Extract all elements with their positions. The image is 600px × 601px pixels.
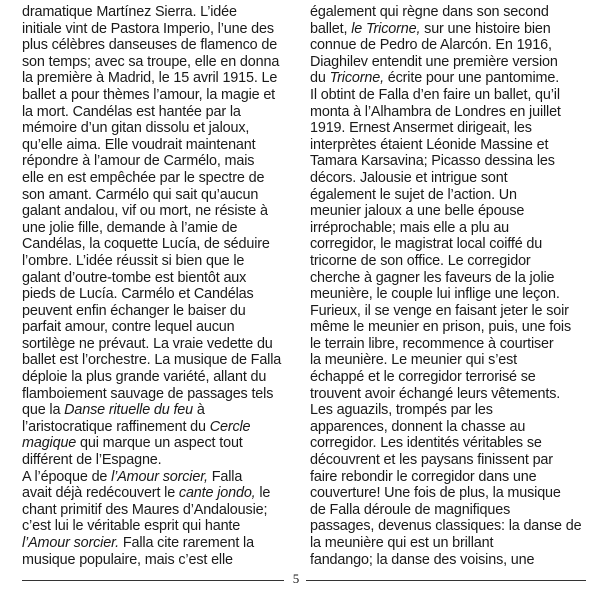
text-run: Falla cite rarement la bbox=[119, 535, 254, 551]
italic-title: le Tricorne, bbox=[351, 20, 421, 37]
page-number: 5 bbox=[288, 571, 304, 587]
text-run: la meunière qui est un brillant bbox=[310, 535, 494, 551]
text-line bbox=[22, 303, 290, 320]
text-line bbox=[22, 236, 290, 253]
text-line bbox=[22, 21, 290, 38]
text-run: Furieux, il se venge en faisant jeter le soir bbox=[310, 302, 569, 319]
text-line bbox=[22, 419, 290, 436]
text-line bbox=[310, 253, 586, 270]
text-run: Candélas, la coquette Lucía, de séduire bbox=[22, 236, 270, 253]
text-run: Falla bbox=[207, 468, 243, 485]
text-line bbox=[310, 21, 586, 38]
text-run: plus célèbres danseuses de flamenco de bbox=[22, 37, 278, 54]
text-line bbox=[310, 469, 586, 486]
text-line bbox=[310, 236, 586, 253]
text-run: irréprochable; mais elle a plu au bbox=[310, 219, 510, 236]
text-line bbox=[22, 37, 290, 54]
text-line bbox=[310, 70, 586, 87]
text-run: ballet, bbox=[310, 20, 352, 37]
text-line bbox=[22, 153, 290, 170]
text-run: galant d’outre-tombe est bientôt aux bbox=[22, 269, 247, 286]
text-line bbox=[310, 203, 586, 220]
text-run: connue de Pedro de Alarcón. En 1916, bbox=[310, 37, 552, 54]
text-line bbox=[310, 386, 586, 403]
text-line bbox=[22, 286, 290, 303]
italic-title: l’Amour sorcier. bbox=[22, 535, 120, 551]
text-line bbox=[22, 535, 290, 552]
italic-title: Danse rituelle du feu bbox=[64, 402, 194, 419]
text-run: différent de l’Espagne. bbox=[22, 452, 162, 469]
italic-title: cante jondo, bbox=[178, 485, 256, 502]
text-run: dramatique Martínez Sierra. L’idée bbox=[22, 4, 237, 20]
text-line bbox=[310, 270, 586, 287]
text-line bbox=[310, 4, 586, 21]
text-run: à bbox=[193, 402, 205, 419]
text-line bbox=[22, 4, 290, 21]
text-line bbox=[310, 369, 586, 386]
text-line bbox=[22, 518, 290, 535]
text-run: répondre à l’amour de Carmélo, mais bbox=[22, 153, 255, 170]
text-run: flamboiement sauvage de passages tels bbox=[22, 385, 274, 402]
text-line bbox=[22, 137, 290, 154]
text-line bbox=[22, 270, 290, 287]
text-run: avait déjà redécouvert le bbox=[22, 485, 179, 502]
text-line bbox=[22, 170, 290, 187]
text-line bbox=[310, 120, 586, 137]
text-run: apparences, donnent la chasse au bbox=[310, 418, 526, 435]
text-run: décors. Jalousie et intrigue sont bbox=[310, 169, 508, 186]
text-run: couverture! Une fois de plus, la musique bbox=[310, 485, 561, 502]
text-line bbox=[22, 435, 290, 452]
text-run: c’est lui le véritable esprit qui hante bbox=[22, 518, 241, 535]
text-run: de Falla déroule de magnifiques bbox=[310, 501, 511, 518]
text-line bbox=[22, 386, 290, 403]
text-line bbox=[22, 352, 290, 369]
text-run: la mort. Candélas est hantée par la bbox=[22, 103, 241, 120]
text-line bbox=[310, 552, 586, 569]
text-line bbox=[310, 187, 586, 204]
text-run: parfait amour, contre lequel aucun bbox=[22, 319, 235, 336]
text-line bbox=[22, 70, 290, 87]
text-line bbox=[22, 336, 290, 353]
text-line bbox=[310, 402, 586, 419]
text-line bbox=[22, 104, 290, 121]
text-line bbox=[310, 54, 586, 71]
text-run: son amant. Carmélo qui sait qu’aucun bbox=[22, 186, 259, 203]
text-run: échappé et le corregidor terrorisé se bbox=[310, 369, 536, 386]
text-line bbox=[310, 137, 586, 154]
text-line bbox=[22, 203, 290, 220]
text-line bbox=[22, 187, 290, 204]
text-run: l’aristocratique raffinement du bbox=[22, 418, 210, 435]
text-run: Il obtint de Falla d’en faire un ballet, qu’il bbox=[310, 86, 560, 103]
text-line bbox=[22, 402, 290, 419]
text-line bbox=[22, 220, 290, 237]
text-run: initiale vint de Pastora Imperio, l’une des bbox=[22, 20, 274, 37]
italic-title: magique bbox=[22, 435, 77, 452]
text-line bbox=[22, 54, 290, 71]
text-line bbox=[310, 502, 586, 519]
text-line bbox=[310, 452, 586, 469]
text-run: ballet a pour thèmes l’amour, la magie et bbox=[22, 86, 276, 103]
text-line bbox=[22, 87, 290, 104]
text-run: la meunière. Le meunier qui s’est bbox=[310, 352, 518, 369]
text-run: déploie la plus grande variété, allant du bbox=[22, 369, 267, 386]
italic-title: Tricorne, bbox=[329, 70, 384, 87]
text-run: monta à l’Alhambra de Londres en juillet bbox=[310, 103, 561, 120]
text-run: découvrent et les paysans finissent par bbox=[310, 452, 553, 469]
text-run: le terrain libre, recommence à courtiser bbox=[310, 335, 554, 352]
text-line bbox=[310, 220, 586, 237]
text-run: Tamara Karsavina; Picasso dessina les bbox=[310, 153, 555, 170]
text-run: Diaghilev entendit une première version bbox=[310, 53, 558, 70]
text-run: également le sujet de l’action. Un bbox=[310, 186, 517, 203]
text-run: le bbox=[255, 485, 271, 502]
text-line bbox=[22, 253, 290, 270]
text-run: meunier jaloux a une belle épouse bbox=[310, 203, 525, 220]
text-line bbox=[310, 419, 586, 436]
text-run: écrite pour une pantomime. bbox=[383, 70, 560, 87]
text-column-left bbox=[22, 4, 290, 568]
text-run: interprètes étaient Léonide Massine et bbox=[310, 136, 549, 153]
text-run: pieds de Lucía. Carmélo et Candélas bbox=[22, 286, 254, 303]
text-line bbox=[310, 435, 586, 452]
text-line bbox=[310, 352, 586, 369]
text-line bbox=[310, 170, 586, 187]
text-line bbox=[22, 452, 290, 469]
text-run: elle en est empêchée par le spectre de bbox=[22, 169, 265, 186]
text-line bbox=[22, 502, 290, 519]
text-line bbox=[22, 369, 290, 386]
text-line bbox=[22, 319, 290, 336]
italic-title: Cercle bbox=[209, 418, 251, 435]
text-line bbox=[22, 552, 290, 569]
text-line bbox=[22, 485, 290, 502]
text-run: sur une histoire bien bbox=[420, 20, 551, 37]
text-run: A l’époque de bbox=[22, 468, 112, 485]
text-line bbox=[310, 303, 586, 320]
text-run: musique populaire, mais c’est elle bbox=[22, 551, 233, 568]
text-line bbox=[22, 120, 290, 137]
text-run: son temps; avec sa troupe, elle en donna bbox=[22, 53, 280, 70]
text-run: qui marque un aspect tout bbox=[76, 435, 243, 452]
text-run: que la bbox=[22, 402, 65, 419]
text-line bbox=[310, 319, 586, 336]
text-run: l’ombre. L’idée réussit si bien que le bbox=[22, 252, 245, 269]
footer-rule-right bbox=[306, 580, 586, 581]
text-run: Les aguazils, trompés par les bbox=[310, 402, 493, 419]
text-line bbox=[310, 104, 586, 121]
text-column-right bbox=[310, 4, 586, 568]
text-line bbox=[310, 535, 586, 552]
text-run: qu’elle aima. Elle voudrait maintenant bbox=[22, 136, 256, 153]
text-run: la première à Madrid, le 15 avril 1915. Le bbox=[22, 70, 278, 87]
text-run: une jolie fille, demande à l’amie de bbox=[22, 219, 238, 236]
text-run: faire rebondir le corregidor dans une bbox=[310, 468, 537, 485]
text-run: fandango; la danse des voisins, une bbox=[310, 551, 535, 568]
text-run: passages, devenus classiques: la danse de bbox=[310, 518, 582, 535]
text-run: chant primitif des Maures d’Andalousie; bbox=[22, 501, 268, 518]
text-run: mémoire d’un gitan dissolu et jaloux, bbox=[22, 120, 250, 137]
text-run: également qui règne dans son second bbox=[310, 4, 549, 20]
text-run: cherche à gagner les faveurs de la jolie bbox=[310, 269, 555, 286]
text-line bbox=[310, 286, 586, 303]
text-run: meunière, le couple lui inflige une leçon. bbox=[310, 286, 560, 303]
text-run: peuvent enfin échanger le baiser du bbox=[22, 302, 246, 319]
text-line bbox=[22, 469, 290, 486]
footer-rule-left bbox=[22, 580, 284, 581]
text-run: trouvent avoir échangé leurs vêtements. bbox=[310, 385, 561, 402]
text-run: 1919. Ernest Ansermet dirigeait, les bbox=[310, 120, 532, 137]
text-line bbox=[310, 37, 586, 54]
text-run: corregidor. Les identités véritables se bbox=[310, 435, 542, 452]
text-run: tricorne de son office. Le corregidor bbox=[310, 252, 531, 269]
text-line bbox=[310, 485, 586, 502]
text-run: galant andalou, vif ou mort, ne résiste à bbox=[22, 203, 268, 220]
text-run: du bbox=[310, 70, 330, 87]
text-line bbox=[310, 87, 586, 104]
italic-title: l’Amour sorcier, bbox=[111, 468, 208, 485]
text-run: corregidor, le magistrat local coiffé du bbox=[310, 236, 543, 253]
text-line bbox=[310, 153, 586, 170]
text-run: même le meunier en prison, puis, une fois bbox=[310, 319, 572, 336]
text-line bbox=[310, 518, 586, 535]
text-run: ballet est l’orchestre. La musique de Falla bbox=[22, 352, 282, 369]
text-line bbox=[310, 336, 586, 353]
text-run: sortilège ne prévaut. La vraie vedette du bbox=[22, 335, 273, 352]
